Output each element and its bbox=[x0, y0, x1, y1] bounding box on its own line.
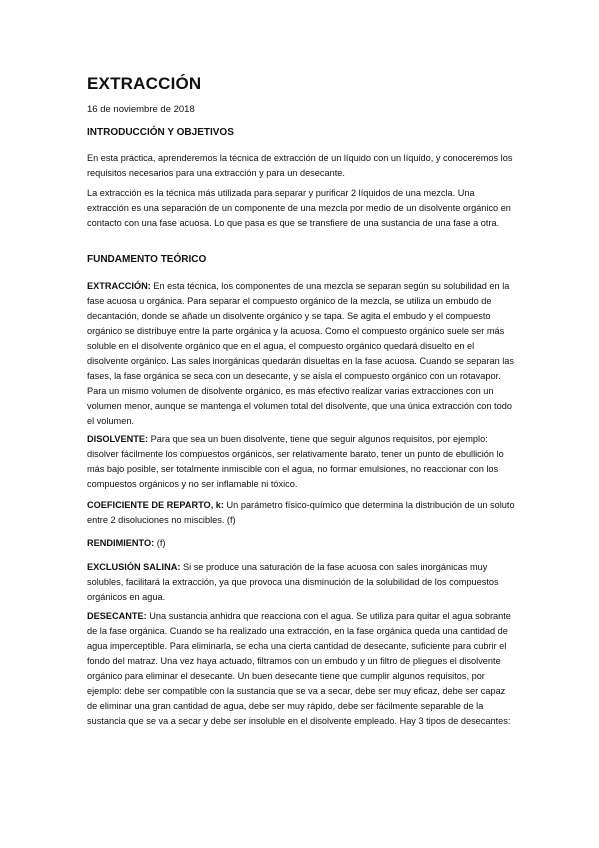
paragraph-desecante bbox=[87, 609, 517, 729]
paragraph-disolvente bbox=[87, 432, 517, 492]
text-extraccion: En esta técnica, los componentes de una mezcla se separan según su solubilidad en la fase acuosa u orgánica. Para separar el compuesto orgánico de la mezcla, se utiliza un embudo de decantación, donde se añade un disolvente orgánico y se tapa. Se agita el embudo y el compuesto orgánico se distribuye entre la parte orgánica y la acuosa. Como el compuesto orgánico suele ser más soluble en el disolvente orgánico que en el agua, el compuesto orgánico quedará disuelto en el disolvente orgánico. Las sales inorgánicas quedarán disueltas en la fase acuosa. Cuando se separan las fases, la fase orgánica se seca con un desecante, y se aísla el compuesto orgánico con un rotavapor. Para un mismo volumen de disolvente orgánico, es más efectivo realizar varias extracciones con un volumen menor, aunque se mantenga el volumen total del disolvente, que una única extracción con todo el volumen. bbox=[87, 281, 514, 426]
term-rendimiento: RENDIMIENTO: bbox=[87, 538, 155, 548]
text-exclusion-salina: Si se produce una saturación de la fase acuosa con sales inorgánicas muy solubles, facilitará la extracción, ya que provoca una disminución de la solubilidad de los compuestos orgánicos en agua. bbox=[87, 562, 499, 602]
paragraph-intro-2: La extracción es la técnica más utilizada para separar y purificar 2 líquidos de una mezcla. Una extracción es una separación de un componente de una mezcla por medio de un disolvente orgánico en contacto con una fase acuosa. Lo que pasa es que se transfiere de una sustancia de una fase a otra. bbox=[87, 188, 511, 228]
paragraph-rendimiento bbox=[87, 536, 517, 551]
heading-fundamento: FUNDAMENTO TEÓRICO bbox=[87, 254, 207, 265]
text-disolvente: Para que sea un buen disolvente, tiene que seguir algunos requisitos, por ejemplo: disolver fácilmente los compuestos orgánicos, ser relativamente barato, tener un punto de ebullición lo más bajo posible, ser totalmente inmiscible con el agua, no formar emulsiones, no reaccionar con los compuestos orgánicos y no ser inflamable ni tóxico. bbox=[87, 434, 504, 489]
term-coeficiente: COEFICIENTE DE REPARTO, k: bbox=[87, 500, 224, 510]
document-date: 16 de noviembre de 2018 bbox=[87, 104, 195, 115]
paragraph-exclusion-salina bbox=[87, 560, 517, 605]
heading-introduccion: INTRODUCCIÓN Y OBJETIVOS bbox=[87, 127, 234, 138]
text-coeficiente: Un parámetro físico-químico que determina la distribución de un soluto entre 2 disoluciones no miscibles. (f) bbox=[87, 500, 515, 525]
term-extraccion: EXTRACCIÓN: bbox=[87, 281, 151, 291]
paragraph-extraccion bbox=[87, 279, 517, 429]
text-rendimiento: (f) bbox=[154, 538, 166, 548]
paragraph-coeficiente bbox=[87, 498, 517, 528]
term-desecante: DESECANTE: bbox=[87, 611, 147, 621]
term-exclusion-salina: EXCLUSIÓN SALINA: bbox=[87, 562, 181, 572]
paragraph-intro-1: En esta práctica, aprenderemos la técnica de extracción de un líquido con un líquido, y conoceremos los requisitos necesarios para una extracción y para un desecante. bbox=[87, 153, 513, 178]
term-disolvente: DISOLVENTE: bbox=[87, 434, 149, 444]
text-desecante: Una sustancia anhidra que reacciona con el agua. Se utiliza para quitar el agua sobrante de la fase orgánica. Cuando se ha realizado una extracción, en la fase orgánica queda una cantidad de agua imperceptible. Para eliminarla, se echa una cierta cantidad de desecante, suficiente para cubrir el fondo del matraz. Una vez haya actuado, filtramos con un embudo y un filtro de pliegues el disolvente orgánico para eliminar el desecante. Un buen desecante tiene que cumplir algunos requisitos, por ejemplo: debe ser compatible con la sustancia que se va a secar, debe ser muy eficaz, debe ser capaz de eliminar una gran cantidad de agua, debe ser muy rápido, debe ser fácilmente separable de la sustancia que se va a secar y debe ser insoluble en el disolvente empleado. Hay 3 tipos de desecantes: bbox=[87, 611, 511, 726]
document-title: EXTRACCIÓN bbox=[87, 74, 202, 93]
